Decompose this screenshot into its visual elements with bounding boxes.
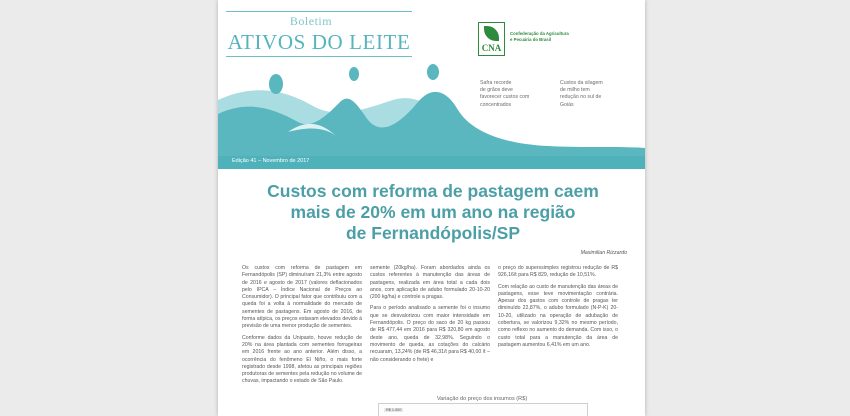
article-author: Maximilian Rizzardo [580,250,627,256]
teaser-1-line: concentrados [480,101,512,108]
paragraph: Os custos com reforma de pastagem em Fernandópolis (SP) diminuíram 21,3% entre agosto de 2016 e agosto de 2017 (valores deflacionados pelo IPCA – Índice Nacional de Preços ao Consumidor). O principal fator que contribuiu com a queda foi a volta à normalidade do mercado de sementes de pastagens. Em agosto de 2016, de forma atípica, os preços estavam elevados devido à previsão de uma menor produção de sementes. [242,265,362,330]
cna-logo-name [510,31,618,43]
paragraph: semente (20kg/ha). Foram abordados ainda os custos referentes à manutenção das áreas de pastagens, realizada em área total a cada dois anos, com aplicação de adubo formulado 20-10-20 (200 kg/ha) e controle a pragas. [370,265,490,301]
teaser-1[interactable] [480,80,529,109]
teaser-2-line: Custos da silagem [560,80,603,86]
paragraph: Com relação ao custo de manutenção das áreas de pastagens, esse teve movimentação contrária. Apesar dos gastos com controle de pragas ter diminuído 22,87%, o adubo formulado (N-P-K) 20-10-20, utilizado na operação de adubação de cobertura, se valorizou 9,32% no mesmo período, como reflexo no aumento do demanda. Com isso, o custo total para a manutenção da área de pastagem aumentou 6,41% em um ano. [498,283,618,348]
masthead [218,0,418,60]
newsletter-page [218,0,645,416]
paragraph: o preço do superssimples registrou redução de R$ 926,16/t para R$ 829, redução de 10,51%. [498,265,618,279]
teaser-2-line: de milho tem [560,87,590,94]
chart-axis-pill: R$ 1.000 [386,408,402,412]
cna-logo-name-line1: Confederação da Agricultura [510,31,569,36]
droplet-3 [427,64,439,80]
masthead-rule-top [226,11,412,12]
cna-logo-mark [478,22,505,56]
edition-label: Edição 41 – Novembro de 2017 [232,158,310,164]
droplet-1 [269,74,283,94]
leaf-icon [484,26,499,41]
headline-line3: de Fernandópolis/SP [345,223,521,243]
cna-logo-name-line2: e Pecuária do Brasil [510,37,552,42]
chart-frame [378,403,588,416]
cna-logo-mark-text: CNA [481,43,502,53]
teaser-2-line: Goiás [560,101,574,108]
paragraph: Conforme dados da Unipasto, houve redução de 20% na área plantada com sementes forrageiras em 2016 frente ao ano anterior. Além disso, a ocorrência do fenômeno El Niño, o mais forte registrado desde 1998, afetou as principais regiões produtoras de sementes pela redução no volume de chuvas, impactando o estado de São Paulo. [242,334,362,385]
chart-title: Variação do preço dos insumos (R$) [436,396,528,402]
teaser-1-line: favorecer custos com [480,94,530,101]
headline-line2: mais de 20% em um ano na região [290,202,576,222]
article-column-3 [498,265,618,353]
masthead-kicker: Boletim [289,14,333,28]
droplet-2 [349,67,359,81]
cna-logo [478,22,618,58]
teaser-2[interactable] [560,80,603,109]
masthead-rule-bottom [226,56,412,57]
paragraph: Para o período analisado a semente foi o insumo que se desvalorizou com maior intensidade em Fernandópolis. O preço do saco de 20 kg passou de R$ 477,44 em 2016 para R$ 320,80 em agosto deste ano, queda de 32,98%. Seguindo o movimento de queda, as cotações do calcário recuaram, 13,24% (de R$ 46,31/t para R$ 40,00 /t – não considerando o frete) e [370,305,490,363]
teaser-1-line: Safra recorde [480,80,512,86]
headline-line1: Custos com reforma de pastagem caem [267,181,599,201]
article-column-2 [370,265,490,368]
teaser-2-line: redução no sul de [560,94,602,101]
article-column-1 [242,265,362,390]
masthead-title: ATIVOS DO LEITE [227,30,411,54]
article-headline [238,181,628,244]
teaser-1-line: de grãos deve [480,87,513,94]
